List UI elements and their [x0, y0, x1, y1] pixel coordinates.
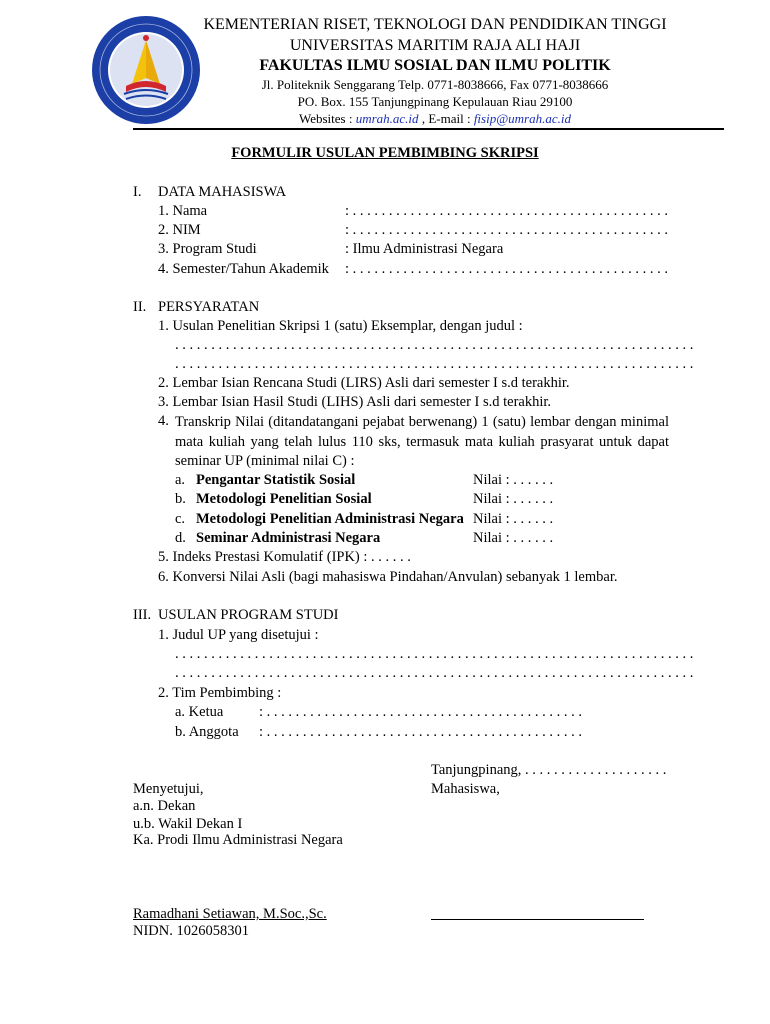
req-item-3: 3. Lembar Isian Hasil Studi (LIHS) Asli dari semester I s.d terakhir.	[158, 394, 552, 410]
section-3-title: USULAN PROGRAM STUDI	[158, 607, 339, 623]
ketua-value[interactable]: : . . . . . . . . . . . . . . . . . . . . . . . . . . . . . . . . . . . . . . . . . . . .	[259, 704, 583, 720]
req-title-dots-1[interactable]: . . . . . . . . . . . . . . . . . . . . . . . . . . . . . . . . . . . . . . . . . . . . . . . . . . . . . . . . . . . . . . . . . . . . . . . .	[175, 337, 694, 353]
approved-label: Menyetujui,	[133, 781, 204, 797]
req-item-1: 1. Usulan Penelitian Skripsi 1 (satu) Eksemplar, dengan judul :	[158, 318, 523, 334]
ministry-name: KEMENTERIAN RISET, TEKNOLOGI DAN PENDIDIKAN TINGGI	[203, 16, 667, 33]
section-3-number: III.	[133, 607, 152, 623]
req-item-4: Transkrip Nilai (ditandatangani pejabat berwenang) 1 (satu) lembar dengan minimal mata kuliah yang telah lulus 110 sks, termasuk mata kuliah prasyarat untuk dapat seminar UP (minimal nilai C) :	[175, 414, 669, 469]
req-item-6: 6. Konversi Nilai Asli (bagi mahasiswa Pindahan/Anvulan) sebanyak 1 lembar.	[158, 569, 618, 585]
section-2-number: II.	[133, 299, 147, 315]
field-nim-value[interactable]: : . . . . . . . . . . . . . . . . . . . . . . . . . . . . . . . . . . . . . . . . . . . .	[345, 222, 669, 238]
signatory-nidn: NIDN. 1026058301	[133, 923, 249, 939]
course-b-letter: b.	[175, 491, 186, 507]
req-item-2: 2. Lembar Isian Rencana Studi (LIRS) Asli dari semester I s.d terakhir.	[158, 375, 570, 391]
address-line-1: Jl. Politeknik Senggarang Telp. 0771-8038666, Fax 0771-8038666	[261, 77, 609, 92]
prodi-item-1: 1. Judul UP yang disetujui :	[158, 627, 319, 643]
course-a-name: Pengantar Statistik Sosial	[196, 472, 356, 488]
course-d-letter: d.	[175, 530, 186, 546]
field-nama-value[interactable]: : . . . . . . . . . . . . . . . . . . . . . . . . . . . . . . . . . . . . . . . . . . . .	[345, 203, 669, 219]
field-prodi-label: 3. Program Studi	[158, 241, 257, 257]
an-dekan-label: a.n. Dekan	[133, 798, 196, 814]
course-a-nilai[interactable]: Nilai : . . . . . .	[473, 472, 554, 488]
section-2-title: PERSYARATAN	[158, 299, 260, 315]
ketua-label: a. Ketua	[175, 704, 224, 720]
course-c-name: Metodologi Penelitian Administrasi Negara	[196, 511, 464, 527]
email-link[interactable]: fisip@umrah.ac.id	[473, 111, 571, 126]
websites-label: Websites :	[298, 111, 356, 126]
kaprodi-label: Ka. Prodi Ilmu Administrasi Negara	[133, 832, 343, 848]
anggota-label: b. Anggota	[175, 724, 239, 740]
address-line-2: PO. Box. 155 Tanjungpinang Kepulauan Riau 29100	[297, 94, 573, 109]
course-b-nilai[interactable]: Nilai : . . . . . .	[473, 491, 554, 507]
ub-wakil-dekan-label: u.b. Wakil Dekan I	[133, 816, 243, 832]
section-1-number: I.	[133, 184, 142, 200]
course-d-name: Seminar Administrasi Negara	[196, 530, 381, 546]
student-signature-line[interactable]	[431, 919, 644, 920]
course-d-nilai[interactable]: Nilai : . . . . . .	[473, 530, 554, 546]
course-b-name: Metodologi Penelitian Sosial	[196, 491, 372, 507]
email-label: , E-mail :	[418, 111, 474, 126]
mahasiswa-label: Mahasiswa,	[431, 781, 500, 797]
prodi-item-2: 2. Tim Pembimbing :	[158, 685, 282, 701]
field-semester-value[interactable]: : . . . . . . . . . . . . . . . . . . . . . . . . . . . . . . . . . . . . . . . . . . . .	[345, 261, 669, 277]
university-name: UNIVERSITAS MARITIM RAJA ALI HAJI	[289, 37, 581, 54]
form-title: FORMULIR USULAN PEMBIMBING SKRIPSI	[231, 145, 539, 161]
signatory-name: Ramadhani Setiawan, M.Soc.,Sc.	[133, 906, 327, 922]
contact-line	[0, 111, 770, 127]
course-c-letter: c.	[175, 511, 186, 527]
req-item-4-number: 4.	[158, 413, 169, 429]
req-title-dots-2[interactable]: . . . . . . . . . . . . . . . . . . . . . . . . . . . . . . . . . . . . . . . . . . . . . . . . . . . . . . . . . . . . . . . . . . . . . . . .	[175, 356, 694, 372]
up-title-dots-2[interactable]: . . . . . . . . . . . . . . . . . . . . . . . . . . . . . . . . . . . . . . . . . . . . . . . . . . . . . . . . . . . . . . . . . . . . . . . .	[175, 665, 694, 681]
req-item-5: 5. Indeks Prestasi Komulatif (IPK) : . . . . . .	[158, 549, 411, 565]
field-nim-label: 2. NIM	[158, 222, 201, 238]
faculty-name: FAKULTAS ILMU SOSIAL DAN ILMU POLITIK	[259, 57, 611, 74]
section-1-title: DATA MAHASISWA	[158, 184, 287, 200]
up-title-dots-1[interactable]: . . . . . . . . . . . . . . . . . . . . . . . . . . . . . . . . . . . . . . . . . . . . . . . . . . . . . . . . . . . . . . . . . . . . . . . .	[175, 646, 694, 662]
course-a-letter: a.	[175, 472, 186, 488]
field-nama-label: 1. Nama	[158, 203, 208, 219]
website-link[interactable]: umrah.ac.id	[355, 111, 419, 126]
header-divider	[133, 128, 724, 130]
place-date[interactable]: Tanjungpinang, . . . . . . . . . . . . . . . . . . . .	[431, 762, 667, 778]
course-c-nilai[interactable]: Nilai : . . . . . .	[473, 511, 554, 527]
field-prodi-value: : Ilmu Administrasi Negara	[345, 241, 504, 257]
anggota-value[interactable]: : . . . . . . . . . . . . . . . . . . . . . . . . . . . . . . . . . . . . . . . . . . . .	[259, 724, 583, 740]
field-semester-label: 4. Semester/Tahun Akademik	[158, 261, 329, 277]
